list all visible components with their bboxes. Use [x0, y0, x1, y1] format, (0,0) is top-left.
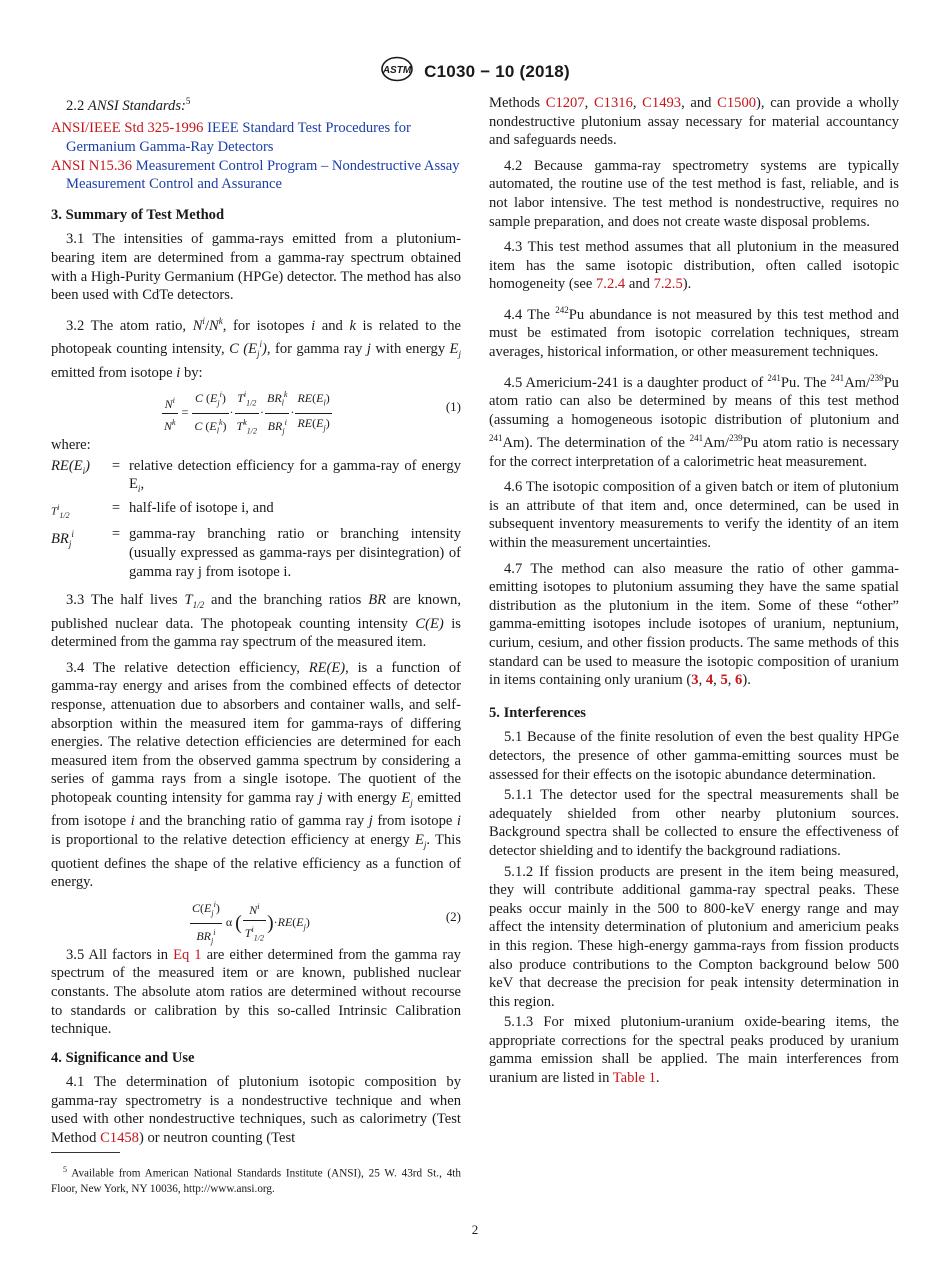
link-c1207[interactable]: C1207: [545, 95, 585, 111]
paragraph-3-1: 3.1 The intensities of gamma-rays emitted from a plutonium-bearing item are determined from a gamma-ray spectrum obtained with a High-Purity Germanium (HPGe) detector. The method has also been used with CdTe detectors.: [51, 231, 461, 304]
definition-re: $RE(E_i)$ = relative detection efficiency for a gamma-ray of energy $E_i$,: [51, 457, 461, 495]
link-eq-1[interactable]: Eq 1: [173, 946, 202, 963]
page-number: 2: [471, 1222, 479, 1237]
paragraph-5-1-2: 5.1.2 If fission products are present in the item being measured, they will contribute additional gamma-ray spectral peaks. These peaks occur mainly in the 500 to 800-keV energy range and may affect the intensity determination of plutonium and americium peaks in this region. These high-energy gamma-rays from fission products also produce contributions to the Compton background below 500 keV that decrease the precision for peak intensity determination in this region.: [489, 863, 899, 1010]
ref-6[interactable]: 6: [735, 672, 743, 689]
definition-half-life: $T^i_{1/2}$ = half-life of isotope i, and: [51, 499, 274, 520]
equation-1-number: (1): [445, 399, 461, 415]
link-table-1[interactable]: Table 1: [612, 1070, 656, 1087]
footnote-rule: [51, 1152, 120, 1153]
definition-branching-ratio: $BR_j^i$ = gamma-ray branching ratio or branching intensity (usually expressed as gamma-rays per disintegration) of gamma ray j from isotope i.: [51, 526, 461, 580]
section-3-title: 3. Summary of Test Method: [51, 206, 225, 223]
document-designation: C1030 − 10 (2018): [424, 61, 570, 81]
left-column: [51, 92, 461, 1155]
page-header: [0, 56, 950, 87]
where-label: where:: [51, 437, 91, 454]
definitions-table: [51, 457, 461, 581]
equation-2-number: (2): [445, 908, 461, 924]
paragraph-5-1: 5.1 Because of the finite resolution of even the best quality HPGe detectors, the presence of other gamma-emitting sources must be assessed for their effects on the isotopic abundance determination.: [489, 729, 899, 783]
section-4-title: 4. Significance and Use: [51, 1049, 195, 1066]
link-7-2-4[interactable]: 7.2.4: [596, 276, 626, 293]
logo-text: ASTM: [383, 65, 412, 76]
paragraph-4-6: 4.6 The isotopic composition of a given batch or item of plutonium is an attribute of that item and, once determined, can be used in subsequent inventory measurements to verify the identity of an item within the measurement uncertainties.: [489, 479, 899, 552]
footnote-5: $^5$ Available from American National Standards Institute (ANSI), 25 W. 43rd St., 4th Floor, New York, NY 10036, http://www.ansi.org.: [51, 1165, 461, 1195]
link-7-2-5[interactable]: 7.2.5: [653, 276, 683, 293]
ref-3[interactable]: 3: [691, 672, 699, 689]
paragraph-4-5: 4.5 Americium-241 is a daughter product of $^{241}$Pu. The $^{241}$Am/$^{239}$Pu atom ratio can also be determined by means of this test method (assuming a homogeneous isotopic distribution of plutonium and $^{241}$Am). The determination of the $^{241}$Am/$^{239}$Pu atom ratio is necessary for the correct interpretation of a calorimetric heat measurement.: [489, 372, 900, 470]
paragraph-4-2: 4.2 Because gamma-ray spectrometry systems are typically automated, the routine use of the test method is fast, reliable, and is not labor intensive. The test method is nondestructive, requires no sample preparation, and does not create waste disposal problems.: [489, 157, 899, 230]
paragraph-4-1-continued: Methods C1207, C1316, C1493, and C1500), can provide a wholly nondestructive plutonium assay necessary for material accountancy and safeguards needs.: [489, 95, 899, 149]
paragraph-4-7: 4.7 The method can also measure the ratio of other gamma-emitting isotopes to plutonium assuming they have the same spatial distribution as the plutonium in the item. Some of these “other” gamma-emitting isotopes include isotopes of uranium, neptunium, curium, cesium, and other fission products. The same methods of this standard can be used to measure the isotopic composition of uranium in items containing only uranium (3, 4, 5, 6).: [489, 560, 899, 689]
ansi-item-n15-36[interactable]: ANSI N15.36 Measurement Control Program – Nondestructive Assay Measurement Control and Assurance: [51, 157, 460, 193]
equation-2: $\frac{C(E_j^i)}{BR_j^i}$ α ( $\frac{N^i}{T^i_{1/2}}$ )$\cdot RE(E_j)$ (2): [51, 896, 461, 940]
paragraph-3-4: 3.4 The relative detection efficiency, RE(E), is a function of gamma-ray energy and arises from the combined effects of detector response, attenuation due to absorbers and container walls, and self-absorption within the measured item for gamma-rays of differing energies. The relative detection efficiencies are determined for each measured item from the observed gamma spectrum by considering a series of gamma rays from a single isotope. The quotient of the photopeak counting intensity for gamma ray j with energy $E_j$ emitted from isotope i and the branching ratio of gamma ray j from isotope i is proportional to the relative detection efficiency at energy $E_j$. This quotient defines the shape of the relative efficiency as a function of energy.: [51, 659, 462, 891]
astm-logo-icon: [380, 56, 414, 87]
ref-4[interactable]: 4: [705, 672, 714, 689]
paragraph-5-1-3: 5.1.3 For mixed plutonium-uranium oxide-bearing items, the appropriate corrections for the spectral peaks produced by uranium gamma emission shall be applied. The main interferences from uranium are listed in Table 1.: [489, 1014, 899, 1087]
link-c1316[interactable]: C1316: [593, 95, 633, 111]
right-column: [489, 94, 899, 1095]
paragraph-4-4: 4.4 The $^{242}$Pu abundance is not measured by this test method and must be estimated from isotopic correlation techniques, stream averages, historical information, or other measurement techniques.: [489, 304, 899, 360]
paragraph-3-5: 3.5 All factors in Eq 1 are either determined from the gamma ray spectrum of the measured item or are known, published nuclear constants. The absolute atom ratios are determined without recourse to standards or calibration by this so-called Intrinsic Calibration technique.: [51, 946, 461, 1038]
paragraph-3-3: 3.3 The half lives $T_{1/2}$ and the branching ratios BR are known, published nuclear data. The photopeak counting intensity C(E) is determined from the gamma ray spectrum of the measured item.: [51, 592, 461, 651]
section-5-title: 5. Interferences: [489, 704, 586, 721]
equation-1: $\frac{N^i}{N^k}$ = $\frac{C (E_j^i)}{C (E_l^k)}$ · $\frac{T^i_{1/2}}{T^k_{1/2}}$ · $\frac{BR_l^k}{BR_j^i}$ · $\frac{RE(E_l)}{RE(E_j)}$ (1): [51, 386, 461, 430]
ref-5[interactable]: 5: [720, 672, 728, 689]
paragraph-4-3: 4.3 This test method assumes that all plutonium in the measured item has the same isotopic distribution, often called isotopic homogeneity (see 7.2.4 and 7.2.5).: [489, 239, 899, 293]
paragraph-5-1-1: 5.1.1 The detector used for the spectral measurements shall be adequately shielded from other nearby plutonium sources. Background spectra shall be collected to ensure the effectiveness of detector shielding and to identify the background radiations.: [489, 787, 899, 859]
paragraph-4-1: 4.1 The determination of plutonium isotopic composition by gamma-ray spectrometry is a nondestructive technique and when used with other nondestructive techniques, such as calorimetry (Test Method C1458) or neutron counting (Test: [51, 1074, 461, 1147]
ansi-item-ieee-325[interactable]: ANSI/IEEE Std 325-1996 IEEE Standard Test Procedures for Germanium Gamma-Ray Detectors: [51, 120, 411, 156]
link-c1493[interactable]: C1493: [642, 95, 682, 111]
ansi-standards-heading: 2.2 ANSI Standards:$^5$: [66, 96, 191, 114]
link-c1500[interactable]: C1500: [717, 95, 757, 111]
paragraph-3-2: 3.2 The atom ratio, $N^i/N^k$, for isotopes i and k is related to the photopeak counting intensity, C $(E_j^i)$, for gamma ray j with energy $E_j$ emitted from isotope i by:: [51, 315, 461, 381]
link-c1458[interactable]: C1458: [100, 1130, 139, 1147]
